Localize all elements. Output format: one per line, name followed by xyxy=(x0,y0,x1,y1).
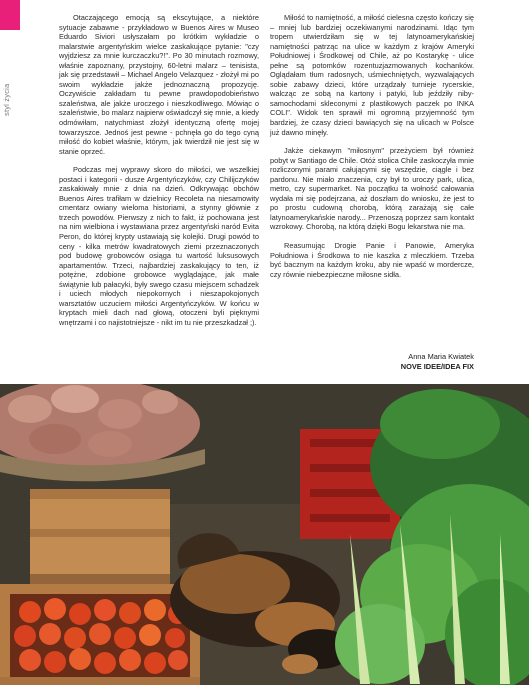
author-organization: NOVE IDEE/IDEA FIX xyxy=(400,361,474,371)
paragraph: Reasumując Drogie Panie i Panowie, Ameryka Południowa i Środkowa to nie kaszka z mleczkiem. Trzeba być bacznym na każdym kroku, aby nie wpaść w mordercze, czy równie niebezpieczne miłosne sidła. xyxy=(270,241,474,279)
paragraph: Miłość to namiętność, a miłość cielesna często kończy się – mniej lub bardziej oczekiwanymi narodzinami. Idąc tym tropem utwierdziłam się w tej latynoamerykańskiej namiętności patrząc na ulice w każdym z krajów Ameryki Południowej i Środkowej od Chile, aż po Kostarykę - ulice pełne są potomków rozentuzjazmowanych kochanków. Oglądałam tłum radosnych, uśmiechniętych, wyzwalających sobie zabawy dzieci, które urządzały turnieje rycerskie, walcząc ze sobą na kartony i patyki, lub jeździły niby-samochodami skleconymi z plastikowych paczek po INKA COLI". Widok ten sprawił mi ogromną przyjemność tym bardziej, że czasy dzieci bawiących się na ulicach w Polsce już dawno minęły. xyxy=(270,13,474,137)
paragraph: Otaczającego emocją są ekscytujące, a niektóre sytuacje zabawne - przykładowo w Buenos Aires w Museo Eduardo Siviori usłyszałam po krótkim wykładzie o malarstwie argentyńskim wielce zaskakujące pytanie: "czy wyjdziesz za mnie kurczaczku?!". Po 30 minutach rozmowy, właśnie zapoznany, przystojny, 60-letni malarz – tenisista, jak się przedstawił – Michael Angelo Velazquez - złożył mi po swoim wykładzie jakże jednoznaczną propozycję. Oczywiście zakładam tu pewne prawdopodobieństwo szaleństwa, ale jakże uroczego i nieszkodliwego. Mówiąc o szaleństwie, bo malarz najpierw oświadczył się mnie, a kiedy odmówiłam, natychmiast złożył identyczną ofertę mojej towarzyszce. Jednoś jest pewne - pchnęła go do tego cyną miłość do kobiet właśnie, którym, jak twierdził nie jest się w stanie oprzeć. xyxy=(59,13,259,156)
article-column-right xyxy=(270,13,474,279)
market-photo xyxy=(0,384,529,685)
author-name: Anna Maria Kwiatek xyxy=(408,352,474,361)
paragraph: Jakże ciekawym "miłosnym" przeżyciem był również pobyt w Santiago de Chile. Otóż stolica Chile zaskoczyła mnie rozliczonymi parami całującymi się wszędzie, ciągle i bez pardonu. Nie miało znaczenia, czy był to uroczy park, ulica, metro, czy supermarket. Na początku ta wołność całowania wydała mi się podejrzana, aż doszłam do wniosku, że jest to po prostu cudowną chorobą, którą zarażają się całe latynoamerykańskie narody... Przenoszą poprzez sam kontakt wzrokowy. Chorobą, na którą dzięki Bogu lekarstwa nie ma. xyxy=(270,146,474,232)
article-column-left xyxy=(59,13,259,328)
section-color-tab xyxy=(0,0,20,30)
market-dog-illustration xyxy=(0,384,529,685)
article-signature xyxy=(360,352,474,371)
paragraph: Podczas mej wyprawy skorо do miłości, we wszelkiej postaci i kategorii - dusze Argentyńczyków, czy Chilijczyków zaskakiwały mnie z dnia na dzień. Odkrywając obchów Buenos Aires trafiłam w dzielnicy Recoleta na niesamowity cmentarz owiany wieloma historiami, a stynny głównie z trzech powodów. Pierwszy z nich to fakt, iż pochowana jest na nim wielbiona i wystawiana przez argentyński naród Evita Peron, do której krypty ustawiają się kolejki. Drugi powód to ceny - kilka metrów kwadratowych ziemi przeznaczonych pod budowę grobowców osiąga tu wartość luksusowych apartamentów. Trzeci, najbardziej zaskakujący to ten, iż potężne, zdobione grobowce wyglądające, jak małe świątynie lub pałacyki, były swego czasu miejscem schadzek i uciech młodych niepokornych i nieszapokojonych warsztatów uczuciem miłości Argentyńczyków. W końcu w kryptach mieli dach nad głową, otoczeni byli pięknymi wnętrzami i co najistotniejsze - nikt im tu nie przeszkadzał ;). xyxy=(59,165,259,327)
section-label: styl życia xyxy=(2,83,11,116)
